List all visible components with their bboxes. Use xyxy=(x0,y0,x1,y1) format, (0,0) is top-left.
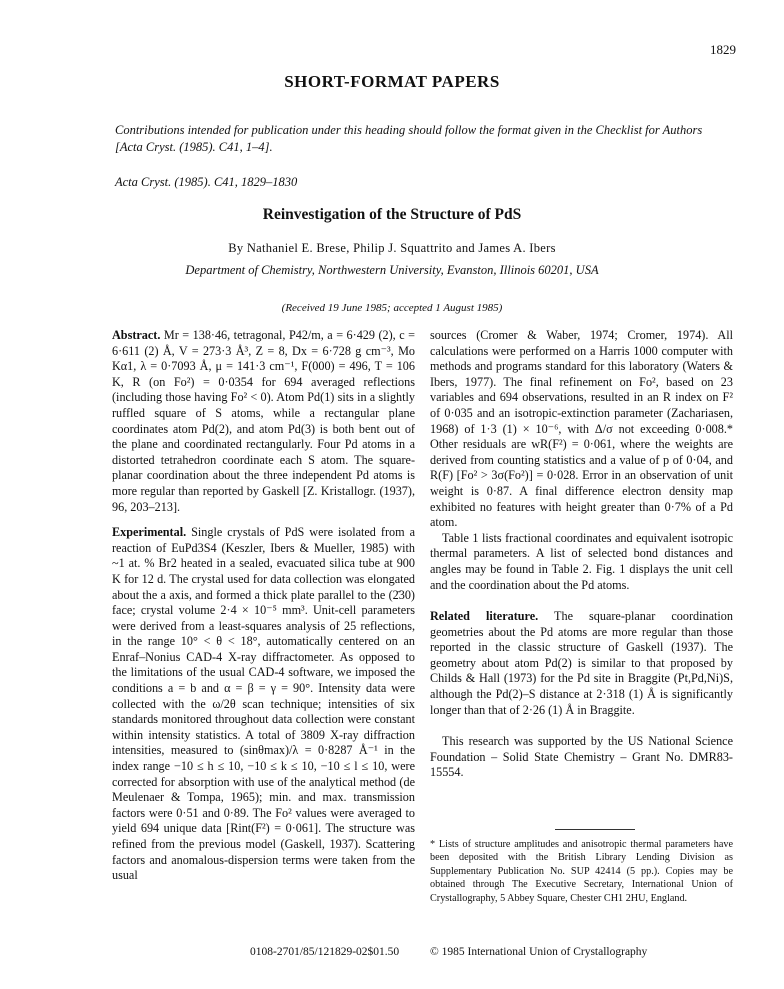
related-literature-text: The square-planar coordination geometries about the Pd atoms are more regular than those reported in the classic structure of Gaskell (1937). The geometry about atom Pd(2) is similar to that proposed by Childs & Hall (1973) for the Pd site in Braggite (Pt,Pd,Ni)S, although the Pd(2)–S distance at 2·318 (1) Å is significantly longer than that of 2·26 (1) Å in Braggite. xyxy=(430,609,733,717)
abstract-heading: Abstract. xyxy=(112,328,161,342)
experimental-text: Single crystals of PdS were isolated from a reaction of EuPd3S4 (Keszler, Ibers & Mueller, 1985) with ~1 at. % Br2 heated in a sealed, evacuated silica tube at 900 K for 12 d. The crystal used for data collection was elongated about the a axis, and formed a thick plate parallel to the (2̄30) face; crystal volume 2·4 × 10⁻⁵ mm³. Unit-cell parameters were derived from a least-squares analysis of 25 reflections, in the range 10° < θ < 18°, automatically centered on an Enraf–Nonius CAD-4 X-ray diffractometer. As opposed to the limitations of the usual CAD-4 software, we imposed the conditions a = b and α = β = γ = 90°. Intensity data were collected with the ω/2θ scan technique; intensities of six standards monitored throughout data collection were constant within intensity statistics. A total of 3809 X-ray diffraction intensities, measured to (sinθmax)/λ = 0·8287 Å⁻¹ in the index range −10 ≤ h ≤ 10, −10 ≤ k ≤ 10, −10 ≤ l ≤ 10, were corrected for absorption with use of the analytical method (de Meulenaer & Tompa, 1965); min. and max. transmission factors were 0·51 and 0·89. The Fo² values were averaged to yield 694 unique data [Rint(F²) = 0·061]. The structure was refined from the previous model (Gaskell, 1937). Scattering factors and anomalous-dispersion terms were taken from the usual xyxy=(112,525,415,883)
experimental-paragraph xyxy=(112,525,415,884)
contributions-note: Contributions intended for publication under this heading should follow the format given in the Checklist for Authors [Acta Cryst. (1985). C41, 1–4]. xyxy=(115,123,703,154)
author-list: By Nathaniel E. Brese, Philip J. Squattrito and James A. Ibers xyxy=(228,241,556,255)
paper-title: Reinvestigation of the Structure of PdS xyxy=(262,206,522,223)
received-dates: (Received 19 June 1985; accepted 1 August 1985) xyxy=(281,302,503,314)
section-heading: SHORT-FORMAT PAPERS xyxy=(284,72,500,91)
tables-paragraph: Table 1 lists fractional coordinates and equivalent isotropic thermal parameters. A list of selected bond distances and angles may be found in Table 2. Fig. 1 displays the unit cell and the coordination about the Pd atoms. xyxy=(430,530,733,592)
page-number: 1829 xyxy=(710,42,736,57)
footnote-divider xyxy=(555,829,635,830)
article-code: 0108-2701/85/121829-02$01.50 xyxy=(250,946,400,958)
affiliation: Department of Chemistry, Northwestern University, Evanston, Illinois 60201, USA xyxy=(185,263,599,277)
related-literature-heading: Related literature. xyxy=(430,609,539,624)
journal-reference: Acta Cryst. (1985). C41, 1829–1830 xyxy=(115,175,298,189)
abstract-paragraph xyxy=(112,328,415,515)
copyright-notice: © 1985 International Union of Crystallography xyxy=(430,946,648,958)
abstract-text: Mr = 138·46, tetragonal, P42/m, a = 6·429 (2), c = 6·611 (2) Å, V = 273·3 Å³, Z = 8, Dx = 6·728 g cm⁻³, Mo Kα1, λ = 0·7093 Å, μ = 141·3 cm⁻¹, F(000) = 496, T = 106 K, R (on Fo²) = 0·0354 for 694 averaged reflections (including those having Fo² < 0). Atom Pd(1) sits in a slightly ruffled square of S atoms, while a rectangular plane coordinates atom Pd(2), and atom Pd(3) is both bent out of the plane and coordinated rectangularly. Four Pd atoms in a distorted tetrahedron coordinate each S atom. The square-planar coordination about the three independent Pd atoms is more regular than reported by Gaskell [Z. Kristallogr. (1937), 96, 203–213]. xyxy=(112,328,415,514)
footnote: * Lists of structure amplitudes and anisotropic thermal parameters have been deposited with the British Library Lending Division as Supplementary Publication No. SUP 42414 (5 pp.). Copies may be obtained through The Executive Secretary, International Union of Crystallography, 5 Abbey Square, Chester CH1 2HU, England. xyxy=(430,839,733,904)
acknowledgement-paragraph: This research was supported by the US National Science Foundation – Solid State Chemistry – Grant No. DMR83-15554. xyxy=(430,734,733,780)
related-literature-paragraph xyxy=(430,609,733,718)
experimental-heading: Experimental. xyxy=(112,525,187,540)
right-column xyxy=(430,328,733,781)
left-column xyxy=(112,328,415,884)
refinement-paragraph: sources (Cromer & Waber, 1974; Cromer, 1974). All calculations were performed on a Harris 1000 computer with methods and programs standard for this laboratory (Waters & Ibers, 1977). The final refinement on Fo², based on 23 variables and 694 observations, resulted in an R index on F² of 0·035 and an isotropic-extinction parameter (Zachariasen, 1968) of 1·3 (1) × 10⁻⁶, with Δ/σ not exceeding 0·008.* Other residuals are wR(F²) = 0·061, where the weights are derived from counting statistics and a value of p of 0·04, and R(F) [Fo² > 3σ(Fo²)] = 0·028. Error in an observation of unit weight is 0·87. A final difference electron density map exhibited no features with height greater than 0·7% of a Pd atom. xyxy=(430,328,733,530)
